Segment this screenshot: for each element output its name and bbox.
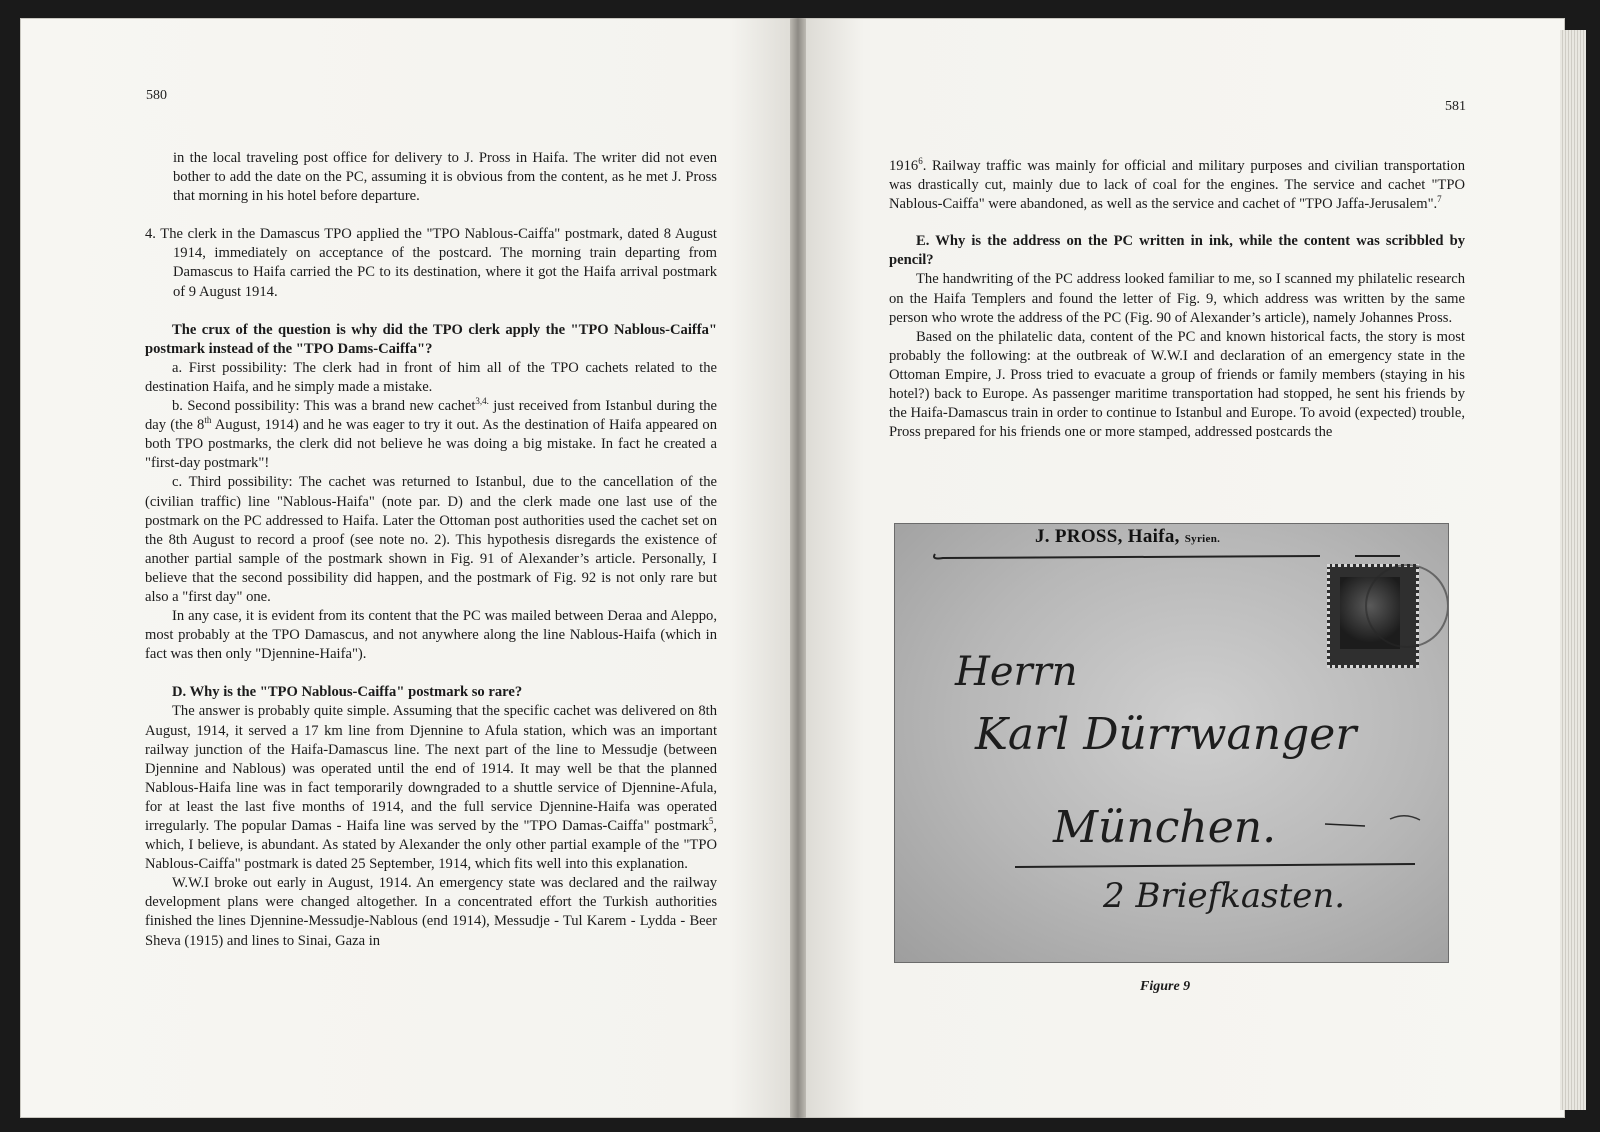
paragraph: c. Third possibility: The cachet was returned to Istanbul, due to the cancellation of the (civilian traffic) line "Nablous-Haifa" (note par. D) and the clerk made one last use of the postmark on the PC addressed to Haifa. Later the Ottoman post authorities used the cachet set on the 8th August to record a proof (see note no. 2). This hypothesis disregards the existence of another partial sample of the postmark shown in Fig. 91 of Alexander’s article. Personally, I believe that the second possibility did happen, and the postmark of Fig. 92 is not only rare but also a "first day" one. [145,474,717,605]
handwritten-address-line: 2 Briefkasten. [1103,876,1346,916]
paragraph: In any case, it is evident from its content that the PC was mailed between Deraa and Aleppo, most probably at the TPO Damascus, and not anywhere along the line Nablous-Haifa (which in fact was then only "Djennine-Haifa"). [145,608,717,663]
paragraph: 1916$^6$. Railway traffic was mainly for official and military purposes and civilian transportation was drastically cut, mainly due to lack of coal for the engines. The service and cachet "TPO Nablous-Caiffa" were abandoned, as well as the service and cachet of "TPO Jaffa-Jerusalem".$^7$ [889,156,1465,213]
page-number-left: 580 [146,88,167,103]
paragraph: The answer is probably quite simple. Assuming that the specific cachet was delivered on 8th August, 1914, it served a 17 km line from Djennine to Afula station, which was an important railway junction of the Haifa-Damascus line. The next part of the line to Messudje (between Djennine and Nablous) was operated until the end of 1914. It may well be that the planned Nablous-Haifa line was in fact temporarily downgraded to a shuttle service of Djennine-Afula, for at least the last five months of 1914, and the full service Djennine-Haifa was operated irregularly. The popular Damas - Haifa line was served by the "TPO Damas-Caiffa" postmark$^5$, which, I believe, is abundant. As stated by Alexander the only other partial example of the "TPO Nablous-Caiffa" postmark is dated 25 September, 1914, which fits well into this explanation. [145,703,717,873]
handwritten-address-line: Herrn [955,649,1078,695]
book-gutter [790,18,806,1118]
paragraph: b. Second possibility: This was a brand new cachet$^{3,4.}$ just received from Istanbul during the day (the 8th August, 1914) and he was eager to try it out. As the destination of Haifa appeared on both TPO postmarks, the clerk did not believe he was doing a big mistake. In fact he created a "first-day postmark"! [145,396,717,472]
figure-caption: Figure 9 [1140,979,1191,994]
handwritten-address-line: Karl Dürrwanger [975,709,1357,760]
handwritten-address-line: München. [1053,802,1277,853]
right-text-column [889,157,1465,442]
paragraph: The handwriting of the PC address looked familiar to me, so I scanned my philatelic research on the Haifa Templers and found the letter of Fig. 9, which address was written by the same person who wrote the address of the PC (Fig. 90 of Alexander’s article), namely Johannes Pross. [889,271,1465,326]
left-text-column [145,149,717,951]
paragraph: in the local traveling post office for delivery to J. Pross in Haifa. The writer did not even bother to add the date on the PC, assuming it is obvious from the content, as he met J. Pross that morning in his hotel before departure. [173,150,717,205]
section-heading: The crux of the question is why did the TPO clerk apply the "TPO Nablous-Caiffa" postmark instead of the "TPO Dams-Caiffa"? [145,321,717,357]
envelope-letterhead: J. PROSS, Haifa, Syrien. [1035,526,1221,547]
paragraph: W.W.I broke out early in August, 1914. An emergency state was declared and the railway development plans were changed altogether. In a concentrated effort the Turkish authorities finished the lines Djennine-Messudje-Nablous (end 1914), Messudje - Tul Karem - Lydda - Beer Sheva (1915) and lines to Sinai, Gaza in [145,875,717,949]
envelope-photo [894,523,1449,963]
paragraph: a. First possibility: The clerk had in front of him all of the TPO cachets related to the destination Haifa, and he simply made a mistake. [145,359,717,395]
page-number-right: 581 [1445,99,1466,114]
section-heading: E. Why is the address on the PC written in ink, while the content was scribbled by pencil? [889,233,1465,269]
postmark-circle [1365,564,1449,648]
list-item-4: 4. The clerk in the Damascus TPO applied the "TPO Nablous-Caiffa" postmark, dated 8 August 1914, immediately on acceptance of the postcard. The morning train departing from Damascus to Haifa carried the PC to its destination, where it got the Haifa arrival postmark of 9 August 1914. [145,226,717,300]
page-edges [1560,30,1586,1110]
section-heading: D. Why is the "TPO Nablous-Caiffa" postmark so rare? [172,684,523,701]
paragraph: Based on the philatelic data, content of the PC and known historical facts, the story is most probably the following: at the outbreak of W.W.I and declaration of an emergency state in the Ottoman Empire, J. Pross tried to evacuate a group of friends or family members (staying in his hotel?) back to Europe. As passenger maritime transportation had stopped, he sent his friends by the Haifa-Damascus train in order to continue to Istanbul and Europe. To avoid (expected) trouble, Pross prepared for his friends one or more stamped, addressed postcards the [889,328,1465,441]
